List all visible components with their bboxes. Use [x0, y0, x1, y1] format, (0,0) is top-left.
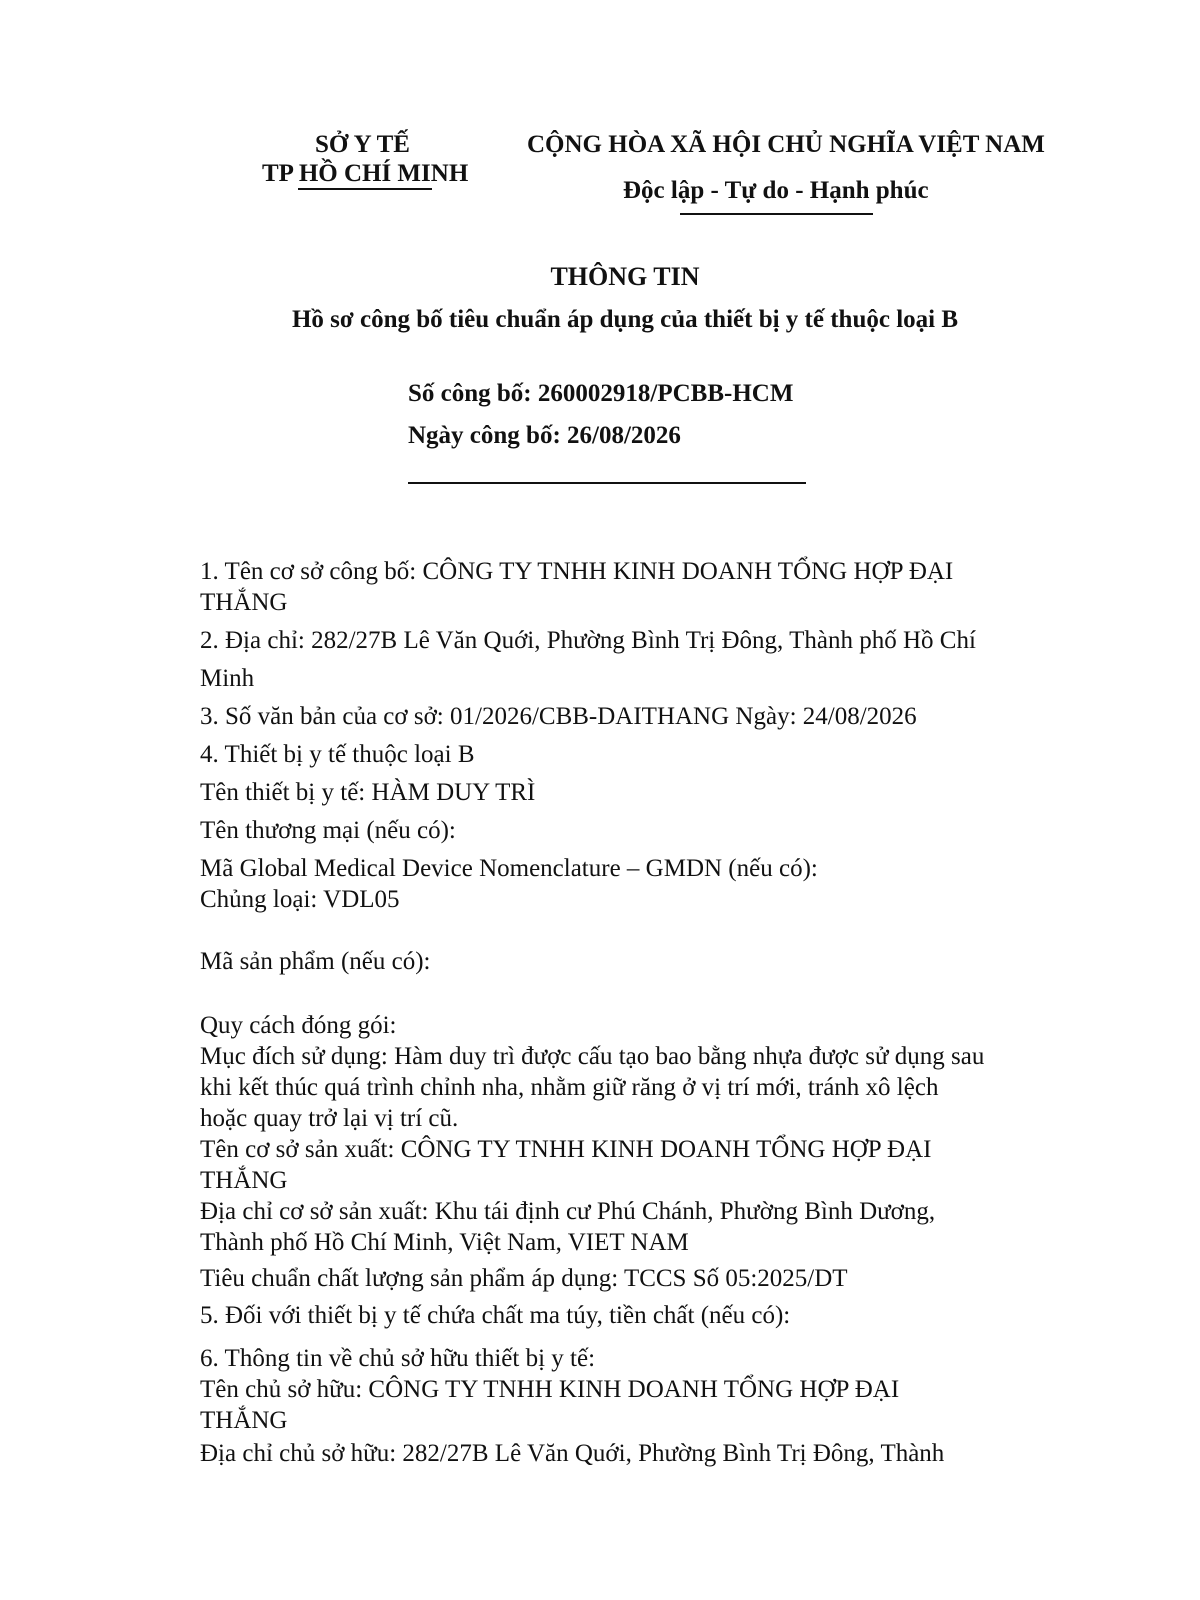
manufacturer-address-line2: Thành phố Hồ Chí Minh, Việt Nam, VIET NAM [200, 1229, 689, 1256]
product-code: Mã sản phẩm (nếu có): [200, 948, 431, 975]
owner-address: Địa chỉ chủ sở hữu: 282/27B Lê Văn Quới, Phường Bình Trị Đông, Thành [200, 1440, 945, 1467]
purpose-line3: hoặc quay trở lại vị trí cũ. [200, 1105, 459, 1132]
device-type: Chủng loại: VDL05 [200, 886, 400, 913]
manufacturer-address-line1: Địa chỉ cơ sở sản xuất: Khu tái định cư Phú Chánh, Phường Bình Dương, [200, 1198, 936, 1225]
manufacturer-line2: THẮNG [200, 1167, 288, 1194]
trade-name: Tên thương mại (nếu có): [200, 817, 456, 844]
agency-name: SỞ Y TẾ [315, 131, 410, 158]
announcement-number: Số công bố: 260002918/PCBB-HCM [408, 380, 794, 407]
agency-underline [298, 188, 432, 190]
purpose-line2: khi kết thúc quá trình chỉnh nha, nhằm giữ răng ở vị trí mới, tránh xô lệch [200, 1074, 939, 1101]
gmdn-code: Mã Global Medical Device Nomenclature – GMDN (nếu có): [200, 855, 818, 882]
narcotics-section: 5. Đối với thiết bị y tế chứa chất ma túy, tiền chất (nếu có): [200, 1302, 791, 1329]
nation-motto: Độc lập - Tự do - Hạnh phúc [623, 177, 929, 204]
address-line2: Minh [200, 665, 255, 692]
owner-name-line1: Tên chủ sở hữu: CÔNG TY TNHH KINH DOANH TỔNG HỢP ĐẠI [200, 1376, 900, 1403]
manufacturer-line1: Tên cơ sở sản xuất: CÔNG TY TNHH KINH DOANH TỔNG HỢP ĐẠI [200, 1136, 932, 1163]
purpose-line1: Mục đích sử dụng: Hàm duy trì được cấu tạo bao bằng nhựa được sử dụng sau [200, 1043, 985, 1070]
document-body [200, 556, 1060, 1469]
document-number: 3. Số văn bản của cơ sở: 01/2026/CBB-DAITHANG Ngày: 24/08/2026 [200, 703, 917, 730]
announcement-date: Ngày công bố: 26/08/2026 [408, 422, 681, 449]
quality-standard: Tiêu chuẩn chất lượng sản phẩm áp dụng: TCCS Số 05:2025/DT [200, 1265, 848, 1292]
packaging: Quy cách đóng gói: [200, 1012, 397, 1039]
motto-underline [680, 213, 873, 215]
facility-name-line1: 1. Tên cơ sở công bố: CÔNG TY TNHH KINH DOANH TỔNG HỢP ĐẠI [200, 558, 954, 585]
address-line1: 2. Địa chỉ: 282/27B Lê Văn Quới, Phường Bình Trị Đông, Thành phố Hồ Chí [200, 627, 976, 654]
device-name: Tên thiết bị y tế: HÀM DUY TRÌ [200, 779, 536, 806]
agency-city: TP HỒ CHÍ MINH [262, 160, 469, 187]
facility-name-line2: THẮNG [200, 589, 288, 616]
owner-info-heading: 6. Thông tin về chủ sở hữu thiết bị y tế: [200, 1345, 596, 1372]
nation-title: CỘNG HÒA XÃ HỘI CHỦ NGHĨA VIỆT NAM [527, 131, 1045, 158]
document-subtitle: Hồ sơ công bố tiêu chuẩn áp dụng của thiết bị y tế thuộc loại B [291, 306, 959, 333]
device-class: 4. Thiết bị y tế thuộc loại B [200, 741, 475, 768]
announcement-rule [408, 482, 806, 484]
owner-name-line2: THẮNG [200, 1407, 288, 1434]
document-title: THÔNG TIN [550, 262, 700, 291]
